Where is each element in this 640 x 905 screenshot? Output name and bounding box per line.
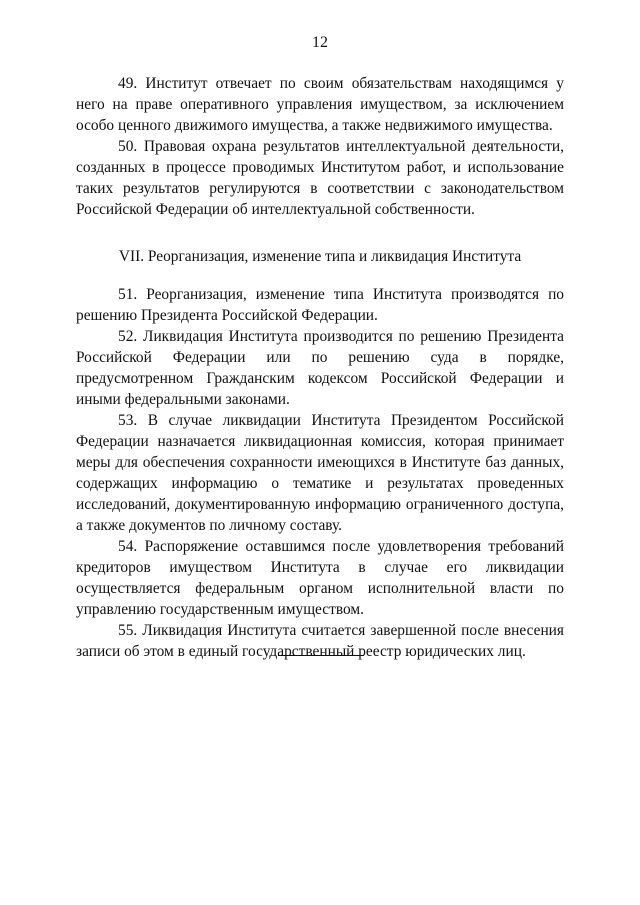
section-spacer xyxy=(76,220,564,230)
paragraph-54: 54. Распоряжение оставшимся после удовлетворения требований кредиторов имуществом Института в случае его ликвидации осуществляется федеральным органом исполнительной власти по управлению государственным имуществом. xyxy=(76,538,564,618)
paragraph-51: 51. Реорганизация, изменение типа Института производятся по решению Президента Российской Федерации. xyxy=(76,286,564,324)
document-body xyxy=(76,73,564,662)
paragraph-50: 50. Правовая охрана результатов интеллектуальной деятельности, созданных в процессе проводимых Институтом работ, и использование таких результатов регулируются в соответствии с законодательством Российской Федерации об интеллектуальной собственности. xyxy=(76,138,564,218)
end-of-document-rule xyxy=(278,655,364,656)
paragraph-52: 52. Ликвидация Института производится по решению Президента Российской Федерации или по решению суда в порядке, предусмотренном Гражданским кодексом Российской Федерации и иными федеральными законами. xyxy=(76,328,564,408)
paragraph-55: 55. Ликвидация Института считается завершенной после внесения записи об этом в единый государственный реестр юридических лиц. xyxy=(76,622,564,660)
page-number: 12 xyxy=(312,34,328,51)
section-heading: VII. Реорганизация, изменение типа и ликвидация Института xyxy=(118,248,522,265)
paragraph-53: 53. В случае ликвидации Института Президентом Российской Федерации назначается ликвидационная комиссия, которая принимает меры для обеспечения сохранности имеющихся в Институте баз данных, содержащих информацию о тематике и результатах проведенных исследований, документированную информацию ограниченного доступа, а также документов по личному составу. xyxy=(76,412,564,534)
paragraph-49: 49. Институт отвечает по своим обязательствам находящимся у него на праве оперативного управления имуществом, за исключением особо ценного движимого имущества, а также недвижимого имущества. xyxy=(76,75,564,134)
